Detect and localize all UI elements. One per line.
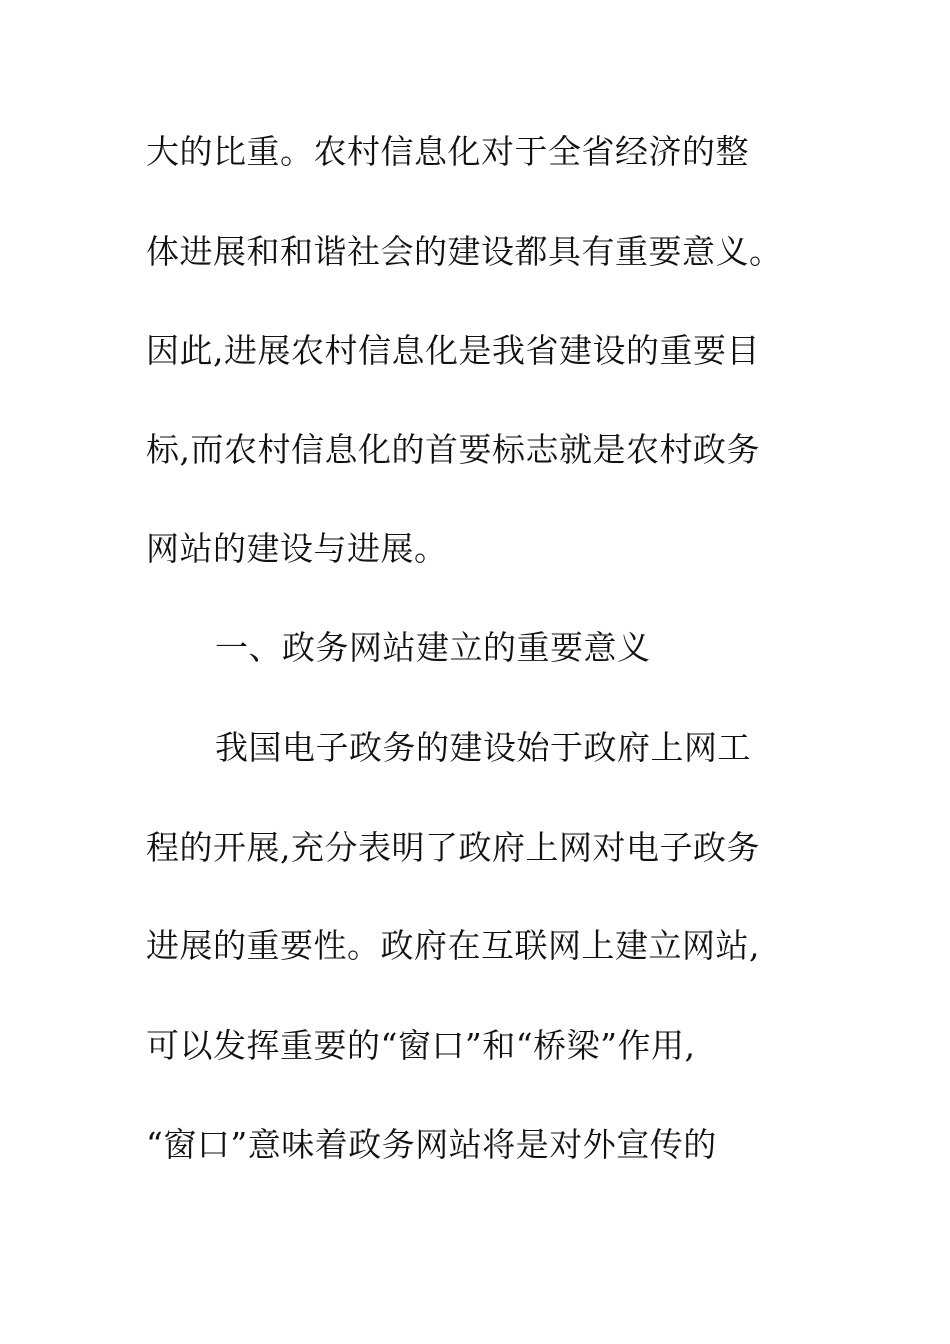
paragraph-line: 可以发挥重要的“窗口”和“桥梁”作用, — [146, 1026, 696, 1065]
section-heading: 一、政务网站建立的重要意义 — [215, 628, 651, 667]
paragraph-line: 我国电子政务的建设始于政府上网工 — [215, 728, 751, 767]
paragraph-line: 进展的重要性。政府在互联网上建立网站, — [146, 926, 760, 965]
paragraph-line: 程的开展,充分表明了政府上网对电子政务 — [146, 828, 760, 867]
paragraph-line: 标,而农村信息化的首要标志就是农村政务 — [146, 430, 760, 469]
paragraph-line: 因此,进展农村信息化是我省建设的重要目 — [146, 331, 760, 370]
paragraph-line: 网站的建设与进展。 — [146, 529, 448, 568]
paragraph-line: 体进展和和谐社会的建设都具有重要意义。 — [146, 232, 783, 271]
paragraph-line: 大的比重。农村信息化对于全省经济的整 — [146, 132, 749, 171]
paragraph-line: “窗口”意味着政务网站将是对外宣传的 — [146, 1125, 717, 1164]
